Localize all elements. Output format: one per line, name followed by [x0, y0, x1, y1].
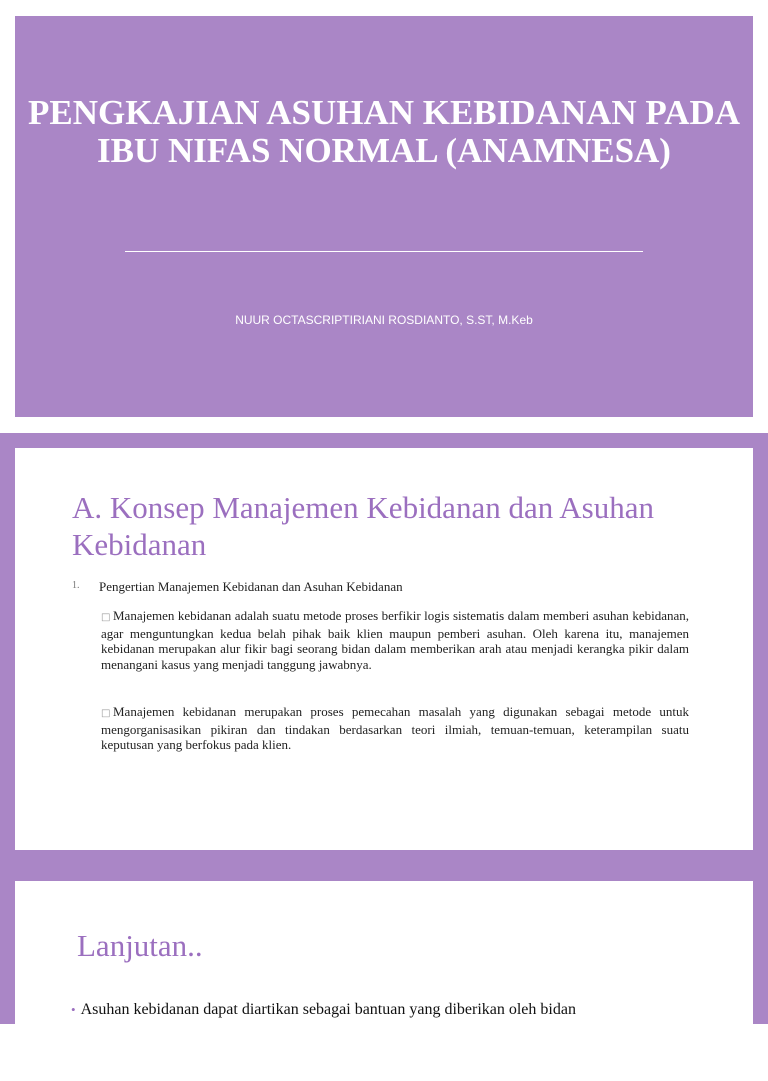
title-slide — [15, 16, 753, 417]
content-slide-konsep — [15, 448, 753, 850]
slide-title: A. Konsep Manajemen Kebidanan dan Asuhan Kebidanan — [72, 490, 654, 562]
author-name: NUUR OCTASCRIPTIRIANI ROSDIANTO, S.ST, M.Keb — [235, 313, 533, 327]
bullet-text: Asuhan kebidanan dapat diartikan sebagai bantuan yang diberikan oleh bidan — [80, 1001, 576, 1018]
list-item — [101, 608, 689, 672]
presentation-title: PENGKAJIAN ASUHAN KEBIDANAN PADA IBU NIFAS NORMAL (ANAMNESA) — [27, 93, 741, 170]
list-item — [101, 704, 689, 753]
slide-frame-2 — [0, 433, 768, 866]
dot-bullet-icon: • — [71, 1002, 76, 1017]
bullet-text: Manajemen kebidanan adalah suatu metode proses berfikir logis sistematis dalam memberi asuhan kebidanan, agar menguntungkan kedua belah pihak baik klien maupun pemberi asuhan. Oleh karena itu, manajemen kebidanan merupakan alur fikir bagi seorang bidan dalam memberikan arah atau menjadi kerangka pikir dalam menangani kasus yang menjadi tanggung jawabnya. — [101, 608, 689, 672]
slide-title: Lanjutan.. — [77, 928, 203, 963]
square-bullet-icon: □ — [101, 612, 111, 623]
list-item — [71, 1000, 699, 1020]
list-number: 1. — [72, 580, 80, 591]
title-divider — [125, 251, 643, 252]
slide-frame-3 — [0, 866, 768, 1024]
bullet-text: Manajemen kebidanan merupakan proses pemecahan masalah yang digunakan sebagai metode untuk mengorganisasikan pikiran dan tindakan berdasarkan teori ilmiah, temuan-temuan, keterampilan suatu keputusan yang berfokus pada klien. — [101, 704, 689, 752]
list-heading: Pengertian Manajemen Kebidanan dan Asuhan Kebidanan — [99, 579, 403, 594]
square-bullet-icon: □ — [101, 708, 111, 719]
content-slide-lanjutan — [15, 881, 753, 1081]
